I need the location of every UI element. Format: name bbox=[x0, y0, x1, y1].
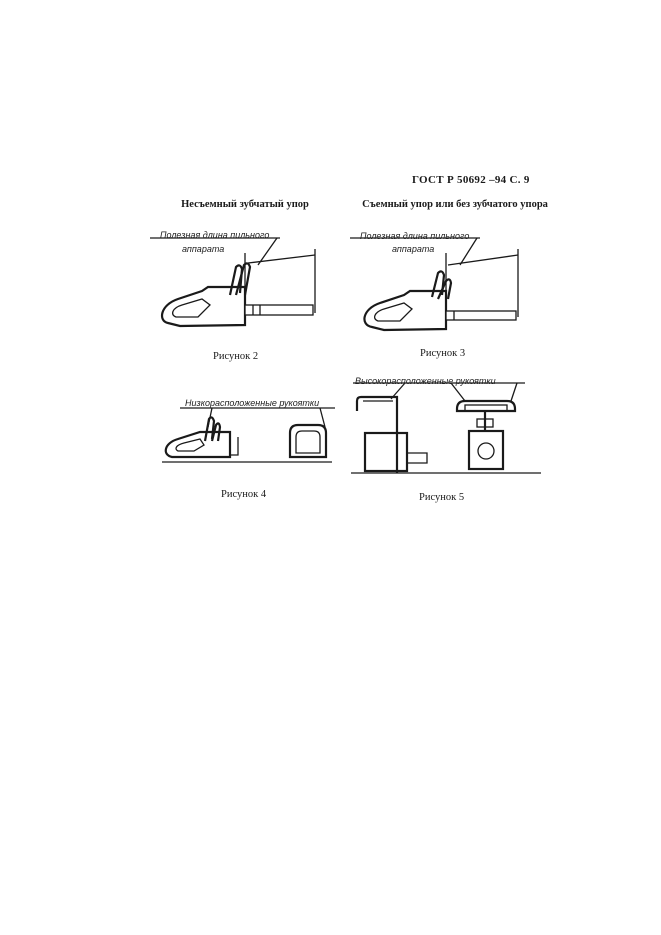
figure-2-caption: Рисунок 2 bbox=[213, 351, 259, 362]
fig4-callout: Низкорасположенные рукоятки bbox=[185, 398, 320, 408]
fig2-callout-line1: Полезная длина пильного bbox=[160, 230, 270, 240]
fig3-callout-line2: аппарата bbox=[392, 244, 435, 254]
figure-3-drawing bbox=[350, 225, 540, 345]
right-column-title: Съемный упор или без зубчатого упора bbox=[362, 199, 548, 210]
figure-2 bbox=[150, 225, 340, 345]
figure-5-caption: Рисунок 5 bbox=[419, 492, 465, 503]
figure-4 bbox=[150, 385, 340, 475]
figure-3-caption: Рисунок 3 bbox=[420, 348, 466, 359]
fig3-callout-line1: Полезная длина пильного bbox=[360, 231, 470, 241]
figure-5 bbox=[345, 365, 545, 477]
left-column-title: Несъемный зубчатый упор bbox=[181, 199, 309, 210]
figure-3 bbox=[350, 225, 540, 345]
page-header: ГОСТ Р 50692 –94 С. 9 bbox=[412, 174, 530, 186]
figure-2-drawing bbox=[150, 225, 340, 345]
figure-4-caption: Рисунок 4 bbox=[221, 489, 267, 500]
fig2-callout-line2: аппарата bbox=[182, 244, 225, 254]
fig5-callout: Высокорасположенные рукоятки bbox=[355, 376, 496, 386]
